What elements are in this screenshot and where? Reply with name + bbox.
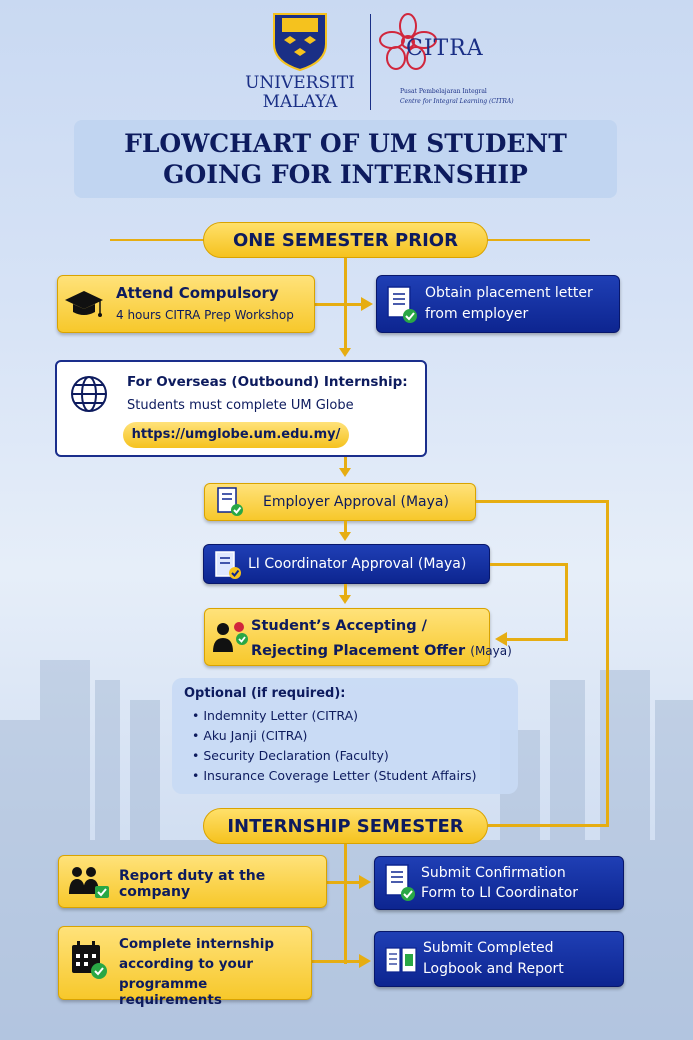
logbook-line2: Logbook and Report [423,961,564,977]
arrow-to-coordinator [339,532,351,541]
section-one-semester-prior [203,222,488,258]
graduation-cap-icon [64,287,104,323]
title-box [74,120,617,198]
optional-item: • Indemnity Letter (CITRA) [192,708,359,723]
connector-employer-down [606,500,609,827]
section-internship-semester [203,808,488,844]
optional-item: • Security Declaration (Faculty) [192,748,389,763]
employer-approval-label: Employer Approval (Maya) [263,494,449,510]
arrow-to-employer [339,468,351,477]
logbook-line1: Submit Completed [423,940,554,956]
optional-item-2: Aku Janji (CITRA) [203,728,308,743]
section1-label: ONE SEMESTER PRIOR [233,230,458,251]
step-complete-internship [58,926,312,1008]
arrow-to-confirm [359,875,371,889]
report-duty-label: Report duty at the company [119,868,266,900]
title-line1: FLOWCHART OF UM STUDENT [124,129,567,158]
logo-divider [370,14,371,110]
university-name-line2: MALAYA [262,92,338,112]
accept-suffix: (Maya) [470,644,512,658]
step-employer-approval [204,483,476,521]
accept-line2-wrap [251,640,512,659]
optional-item-1: Indemnity Letter (CITRA) [203,708,359,723]
arrow-to-logbook [359,954,371,968]
letter-line1: Obtain placement letter [425,285,593,301]
accept-line2: Rejecting Placement Offer [251,643,466,659]
document-check-icon [215,486,245,518]
connector-workshop-letter [315,303,363,306]
optional-item-4: Insurance Coverage Letter (Student Affairs) [203,768,477,783]
optional-documents-box [172,678,518,794]
connector-vertical-section2 [344,844,347,964]
letter-line2: from employer [425,306,529,322]
connector-coordinator-right [490,563,568,566]
arrow-to-accept [339,595,351,604]
approval-icon [212,549,244,581]
complete-line2: according to your [119,956,254,972]
step-accept-reject-offer [204,608,512,666]
university-logo [240,10,360,115]
connector-back-to-accept [506,638,568,641]
connector-to-internship [488,824,609,827]
optional-item: • Insurance Coverage Letter (Student Affairs) [192,768,477,783]
connector-coordinator-down [565,563,568,641]
confirm-line1: Submit Confirmation [421,865,566,881]
citra-subtitle-2: Centre for Integral Learning (CITRA) [400,98,514,105]
umglobe-link[interactable] [123,422,349,448]
connector-employer-right [476,500,609,503]
umglobe-url[interactable]: https://umglobe.um.edu.my/ [131,427,341,442]
overseas-subtitle: Students must complete UM Globe [127,398,354,413]
step-coordinator-approval [203,544,490,584]
section2-label: INTERNSHIP SEMESTER [227,816,464,837]
arrow-to-letter [361,297,373,311]
crest-icon [270,10,330,72]
connector-complete-logbook [312,960,361,963]
calendar-check-icon [69,939,109,983]
coordinator-approval-label: LI Coordinator Approval (Maya) [248,556,467,572]
citra-logo [378,12,514,112]
accept-line1: Student’s Accepting / [251,618,427,634]
logbook-icon [383,942,419,978]
step-submit-logbook [374,931,624,987]
workshop-subtitle: 4 hours CITRA Prep Workshop [116,308,294,322]
document-check-icon [383,863,417,903]
arrow-to-overseas [339,348,351,357]
optional-title: Optional (if required): [184,686,346,701]
people-check-icon [67,864,111,902]
citra-name: CITRA [406,36,484,61]
complete-line3: programme requirements [119,976,222,1008]
title-line2: GOING FOR INTERNSHIP [163,160,528,189]
connector-report-confirm [327,881,361,884]
optional-item: • Aku Janji (CITRA) [192,728,308,743]
workshop-title: Attend Compulsory [116,284,279,302]
step-overseas-internship [55,360,427,457]
citra-subtitle-1: Pusat Pembelajaran Integral [400,88,487,95]
complete-line1: Complete internship [119,936,275,952]
people-icon [211,618,251,658]
step-report-duty [58,855,327,908]
step-attend-workshop [57,275,315,333]
overseas-title: For Overseas (Outbound) Internship: [127,374,408,390]
globe-icon [69,374,109,414]
university-name-line1: UNIVERSITI [245,73,355,93]
optional-item-3: Security Declaration (Faculty) [203,748,389,763]
step-obtain-placement-letter [376,275,620,333]
step-submit-confirmation [374,856,624,910]
confirm-line2: Form to LI Coordinator [421,885,579,901]
document-check-icon [385,285,419,325]
